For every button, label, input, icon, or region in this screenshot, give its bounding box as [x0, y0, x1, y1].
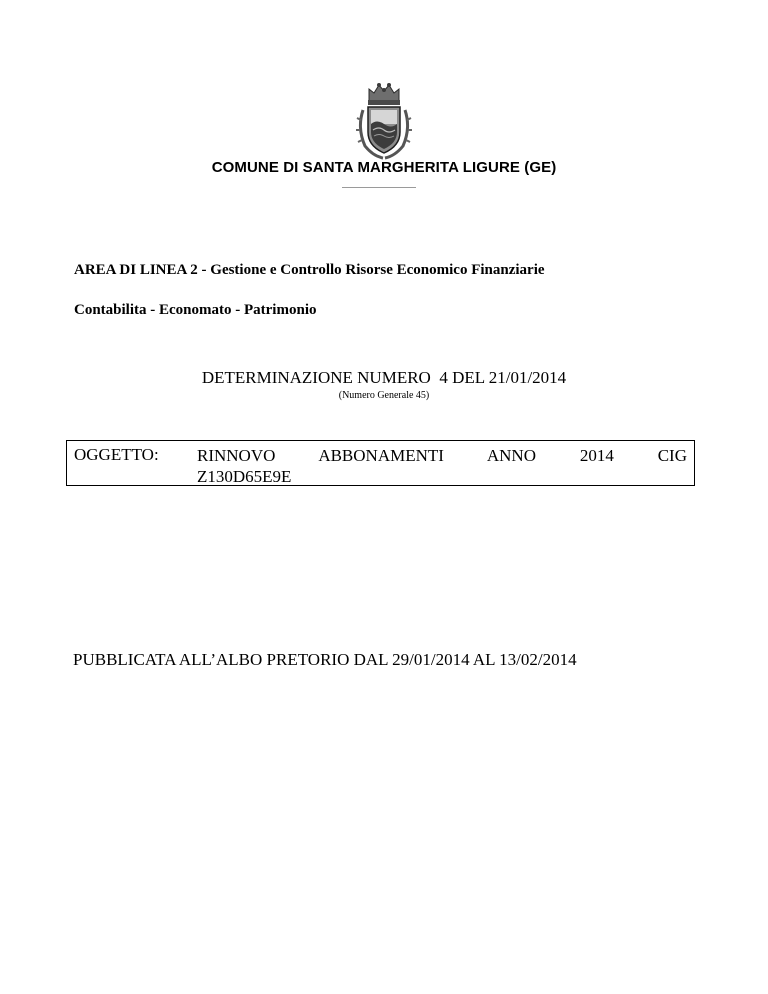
header-divider — [342, 187, 416, 188]
subject-box — [66, 440, 695, 486]
municipality-name: COMUNE DI SANTA MARGHERITA LIGURE (GE) — [211, 159, 557, 176]
determination-subtitle: (Numero Generale 45) — [338, 390, 430, 401]
publication-notice: PUBBLICATA ALL’ALBO PRETORIO DAL 29/01/2014 AL 13/02/2014 — [73, 650, 577, 669]
determination-title: DETERMINAZIONE NUMERO 4 DEL 21/01/2014 — [201, 368, 567, 387]
municipal-coat-of-arms-icon — [353, 80, 415, 160]
subject-text-line2: Z130D65E9E — [197, 467, 292, 486]
area-heading: AREA DI LINEA 2 - Gestione e Controllo Risorse Economico Finanziarie — [74, 262, 545, 278]
subject-label: OGGETTO: — [74, 445, 159, 464]
department-heading: Contabilita - Economato - Patrimonio — [74, 302, 317, 318]
subject-text-line1: RINNOVO ABBONAMENTI ANNO 2014 CIG — [197, 446, 687, 465]
